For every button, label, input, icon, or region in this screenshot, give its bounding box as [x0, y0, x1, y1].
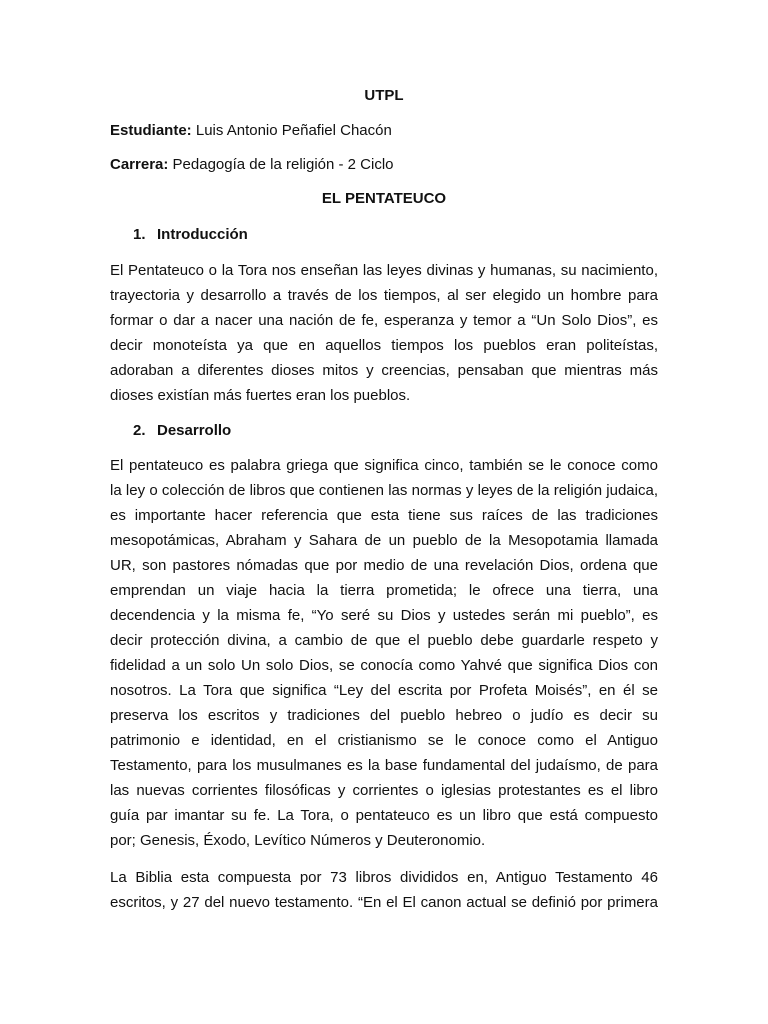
- text-line: formar o dar a nacer una nación de fe, esperanza y temor a “Un Solo Dios”, es: [110, 312, 658, 329]
- text-line: La Biblia esta compuesta por 73 libros divididos en, Antiguo Testamento 46: [110, 869, 658, 886]
- institution-title: UTPL: [364, 87, 404, 104]
- text-line: decir monoteísta ya que en aquellos tiempos los pueblos eran politeístas,: [110, 337, 658, 354]
- text-line: Testamento, para los musulmanes es la base fundamental del judaísmo, de para: [110, 757, 658, 774]
- section-heading-desarrollo: [133, 421, 231, 441]
- text-line: El pentateuco es palabra griega que significa cinco, también se le conoce como: [110, 457, 658, 474]
- text-line: es importante hacer referencia que esta tiene sus raíces de las tradiciones: [110, 507, 658, 524]
- text-line: UR, son pastores nómadas que por medio de una revelación Dios, ordena que: [110, 557, 658, 574]
- paragraph-introduccion: [110, 258, 658, 408]
- text-line: decir protección divina, a cambio de que el pueblo debe guardarle respeto y: [110, 632, 658, 649]
- document-title: EL PENTATEUCO: [321, 190, 447, 207]
- text-line: emprendan un viaje hacia la tierra prometida; le ofrece una tierra, una: [110, 582, 658, 599]
- student-name: Luis Antonio Peñafiel Chacón: [195, 122, 392, 139]
- text-line: trayectoria y desarrollo a través de los tiempos, al ser elegido un hombre para: [110, 287, 658, 304]
- text-line: nosotros. La Tora que significa “Ley del escrita por Profeta Moisés”, en él se: [110, 682, 658, 699]
- section-title: Desarrollo: [157, 422, 232, 439]
- section-number: 2.: [133, 422, 146, 439]
- text-line: las nuevas corrientes filosóficas y corrientes o iglesias protestantes es el libro: [110, 782, 658, 799]
- section-number: 1.: [133, 226, 146, 243]
- text-line: El Pentateuco o la Tora nos enseñan las leyes divinas y humanas, su nacimiento,: [110, 262, 658, 279]
- text-line: escritos, y 27 del nuevo testamento. “En el El canon actual se definió por primera: [110, 894, 658, 911]
- text-line: dioses existían más fuertes eran los pueblos.: [110, 387, 411, 404]
- career-label: Carrera:: [110, 156, 169, 173]
- text-line: adoraban a diferentes dioses mitos y creencias, pensaban que mientras más: [110, 362, 658, 379]
- paragraph-desarrollo-1: [110, 453, 658, 853]
- career-name: Pedagogía de la religión - 2 Ciclo: [172, 156, 394, 173]
- career-line: [110, 155, 658, 175]
- text-line: guía par imantar su fe. La Tora, o pentateuco es un libro que está compuesto: [110, 807, 658, 824]
- student-label: Estudiante:: [110, 122, 192, 139]
- text-line: mesopotámicas, Abraham y Sahara de un pueblo de la Mesopotamia llamada: [110, 532, 658, 549]
- text-line: decendencia y la misma fe, “Yo seré su Dios y ustedes serán mi pueblo”, es: [110, 607, 658, 624]
- text-line: la ley o colección de libros que contienen las normas y leyes de la religión judaica,: [110, 482, 658, 499]
- paragraph-desarrollo-2: [110, 865, 658, 915]
- student-line: [110, 121, 658, 141]
- section-title: Introducción: [157, 226, 248, 243]
- text-line: preserva los escritos y tradiciones del pueblo hebreo o judío es decir su: [110, 707, 658, 724]
- text-line: patrimonio e identidad, en el cristianismo se le conoce como el Antiguo: [110, 732, 658, 749]
- text-line: por; Genesis, Éxodo, Levítico Números y Deuteronomio.: [110, 832, 486, 849]
- section-heading-introduccion: [133, 225, 248, 245]
- text-line: fidelidad a un solo Un solo Dios, se conocía como Yahvé que significa Dios con: [110, 657, 658, 674]
